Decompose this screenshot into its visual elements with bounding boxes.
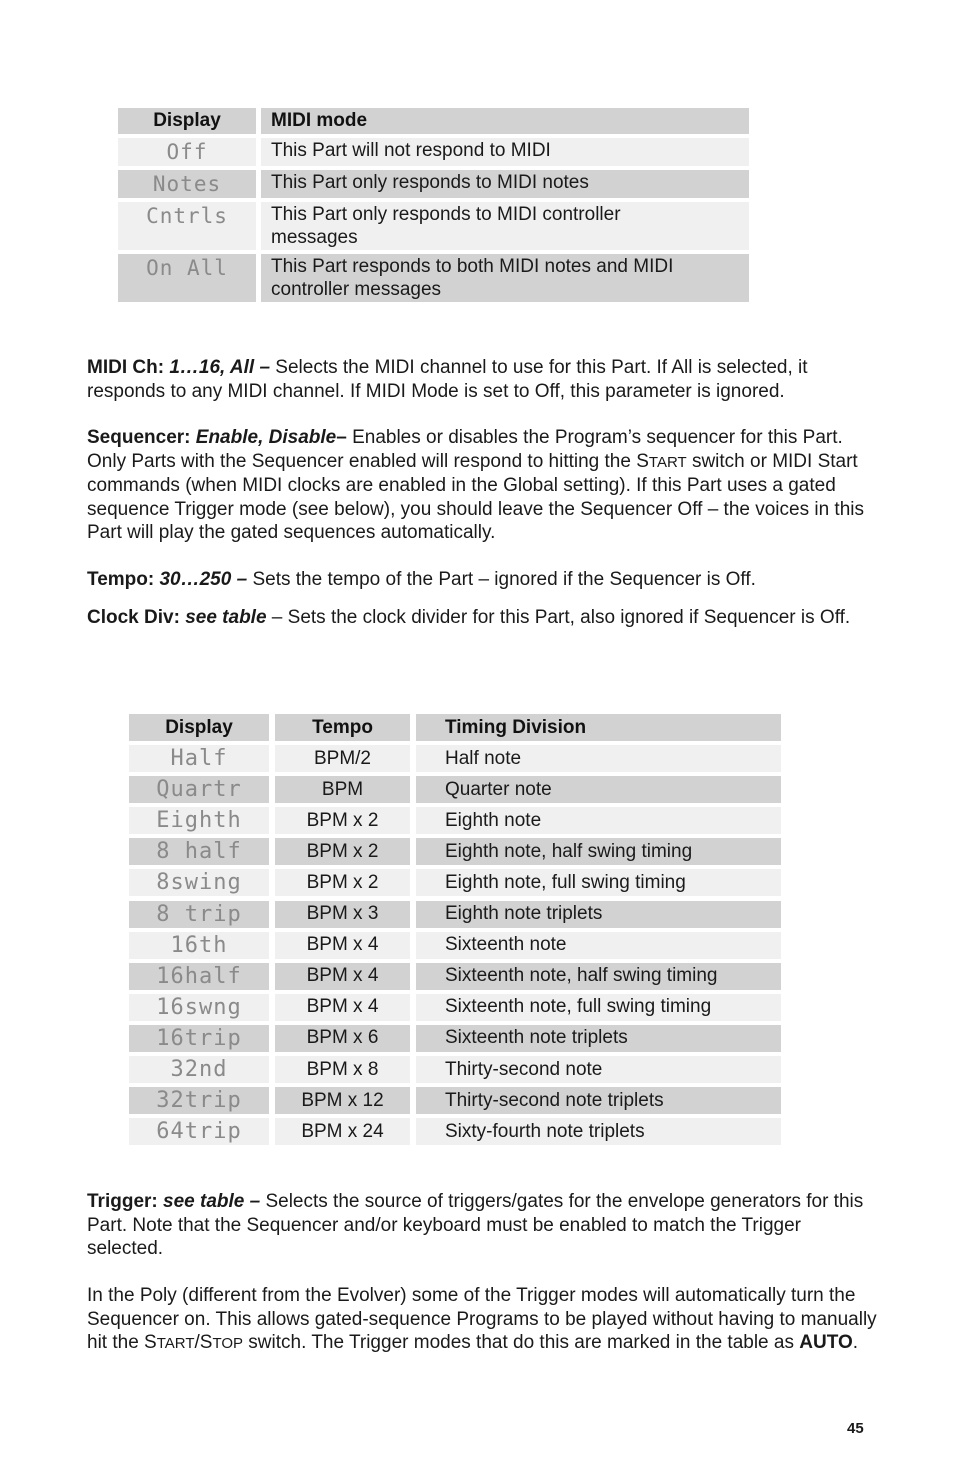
header-tempo: Tempo	[275, 714, 410, 741]
lcd-display: 8swing	[129, 869, 269, 896]
table-row	[129, 1118, 781, 1145]
table-row	[129, 1056, 781, 1083]
param-values: see table –	[163, 1191, 261, 1212]
lcd-display: Eighth	[129, 807, 269, 834]
param-description: Sets the tempo of the Part – ignored if the Sequencer is Off.	[247, 569, 756, 590]
lcd-display: Half	[129, 745, 269, 772]
param-label: MIDI Ch:	[87, 357, 165, 378]
param-description: Enables or disables the Program’s sequencer for this Part. Only Parts with the Sequencer enabled will respond to hitting the S	[87, 427, 843, 472]
tempo-value: BPM x 2	[275, 838, 410, 865]
dash: –	[336, 427, 347, 448]
trigger-paragraph	[87, 1190, 877, 1261]
header-midi-mode: MIDI mode	[261, 108, 749, 134]
timing-division: Sixty-fourth note triplets	[416, 1118, 781, 1145]
table-header-row	[118, 108, 749, 134]
small-caps: TART	[648, 453, 687, 471]
param-values: 1…16, All –	[169, 357, 271, 378]
timing-division: Eighth note, full swing timing	[416, 869, 781, 896]
lcd-display: Notes	[118, 170, 256, 198]
table-row	[129, 963, 781, 990]
mode-description: This Part only responds to MIDI notes	[261, 170, 749, 198]
header-display: Display	[118, 108, 256, 134]
small-caps: TOP	[212, 1335, 244, 1352]
lcd-display: 16th	[129, 932, 269, 959]
lcd-display: 16trip	[129, 1025, 269, 1052]
midi-mode-table	[118, 108, 749, 306]
table-row	[118, 138, 749, 166]
table-row	[129, 838, 781, 865]
table-row	[118, 254, 749, 302]
lcd-display: Quartr	[129, 776, 269, 803]
lcd-display: 32nd	[129, 1056, 269, 1083]
tempo-value: BPM x 12	[275, 1087, 410, 1114]
table-row	[129, 745, 781, 772]
tempo-value: BPM x 3	[275, 901, 410, 928]
clock-div-table	[129, 714, 781, 1149]
tempo-value: BPM x 6	[275, 1025, 410, 1052]
lcd-display: 8 trip	[129, 901, 269, 928]
timing-division: Eighth note, half swing timing	[416, 838, 781, 865]
tempo-value: BPM x 8	[275, 1056, 410, 1083]
timing-division: Sixteenth note	[416, 932, 781, 959]
timing-division: Sixteenth note triplets	[416, 1025, 781, 1052]
period: .	[852, 1332, 859, 1353]
table-row	[129, 807, 781, 834]
tempo-value: BPM x 24	[275, 1118, 410, 1145]
param-values: Enable, Disable	[195, 427, 337, 448]
timing-division: Sixteenth note, full swing timing	[416, 994, 781, 1021]
tempo-value: BPM x 2	[275, 869, 410, 896]
sequencer-paragraph	[87, 426, 877, 545]
timing-division: Thirty-second note triplets	[416, 1087, 781, 1114]
small-caps: TART	[156, 1335, 195, 1352]
param-description: Selects the source of triggers/gates for the envelope generators for this Part. Note that the Sequencer and/or keyboard must be enabled to match the Trigger selected.	[87, 1191, 864, 1259]
table-row	[129, 901, 781, 928]
lcd-display: On All	[118, 254, 256, 302]
mode-description: This Part only responds to MIDI controller messages	[261, 202, 749, 250]
header-display: Display	[129, 714, 269, 741]
tempo-value: BPM x 4	[275, 932, 410, 959]
timing-division: Quarter note	[416, 776, 781, 803]
slash: /S	[194, 1332, 213, 1353]
lcd-display: Off	[118, 138, 256, 166]
timing-division: Eighth note triplets	[416, 901, 781, 928]
param-description: Selects the MIDI channel to use for this Part. If All is selected, it responds to any MIDI channel. If MIDI Mode is set to Off, this parameter is ignored.	[87, 357, 808, 402]
table-row	[118, 170, 749, 198]
lcd-display: 8 half	[129, 838, 269, 865]
param-label: Trigger:	[87, 1191, 158, 1212]
lcd-display: 32trip	[129, 1087, 269, 1114]
table-row	[118, 202, 749, 250]
timing-division: Sixteenth note, half swing timing	[416, 963, 781, 990]
page-number: 45	[847, 1420, 864, 1437]
tempo-value: BPM x 4	[275, 994, 410, 1021]
body-text-cont: switch. The Trigger modes that do this are marked in the table as	[243, 1332, 800, 1353]
param-description-cont: switch or MIDI Start commands (when MIDI clocks are enabled in the Global setting). If this Part uses a gated sequence Trigger mode (see below), you should leave the Sequencer Off – the voices in this Part will play the gated sequences automatically.	[87, 450, 864, 543]
tempo-value: BPM x 2	[275, 807, 410, 834]
clock-div-paragraph	[87, 606, 877, 630]
param-description: – Sets the clock divider for this Part, also ignored if Sequencer is Off.	[266, 607, 851, 628]
param-values: see table	[185, 607, 267, 628]
table-row	[129, 869, 781, 896]
timing-division: Thirty-second note	[416, 1056, 781, 1083]
lcd-display: Cntrls	[118, 202, 256, 250]
lcd-display: 16swng	[129, 994, 269, 1021]
param-values: 30…250 –	[159, 569, 248, 590]
table-row	[129, 776, 781, 803]
table-header-row	[129, 714, 781, 741]
tempo-value: BPM	[275, 776, 410, 803]
param-label: Tempo:	[87, 569, 155, 590]
table-row	[129, 994, 781, 1021]
midi-ch-paragraph	[87, 356, 877, 403]
lcd-display: 64trip	[129, 1118, 269, 1145]
auto-label: AUTO	[799, 1332, 853, 1353]
param-label: Sequencer:	[87, 427, 191, 448]
tempo-paragraph	[87, 568, 877, 592]
header-timing-division: Timing Division	[416, 714, 781, 741]
table-row	[129, 1087, 781, 1114]
table-row	[129, 932, 781, 959]
tempo-value: BPM x 4	[275, 963, 410, 990]
lcd-display: 16half	[129, 963, 269, 990]
body-text: In the Poly (different from the Evolver) some of the Trigger modes will automatically turn the Sequencer on. This allows gated-sequence Programs to be played without having to manually hit the S	[87, 1285, 877, 1353]
poly-note-paragraph	[87, 1284, 877, 1356]
table-row	[129, 1025, 781, 1052]
timing-division: Eighth note	[416, 807, 781, 834]
tempo-value: BPM/2	[275, 745, 410, 772]
param-label: Clock Div:	[87, 607, 180, 628]
mode-description: This Part responds to both MIDI notes and MIDI controller messages	[261, 254, 749, 302]
mode-description: This Part will not respond to MIDI	[261, 138, 749, 166]
timing-division: Half note	[416, 745, 781, 772]
